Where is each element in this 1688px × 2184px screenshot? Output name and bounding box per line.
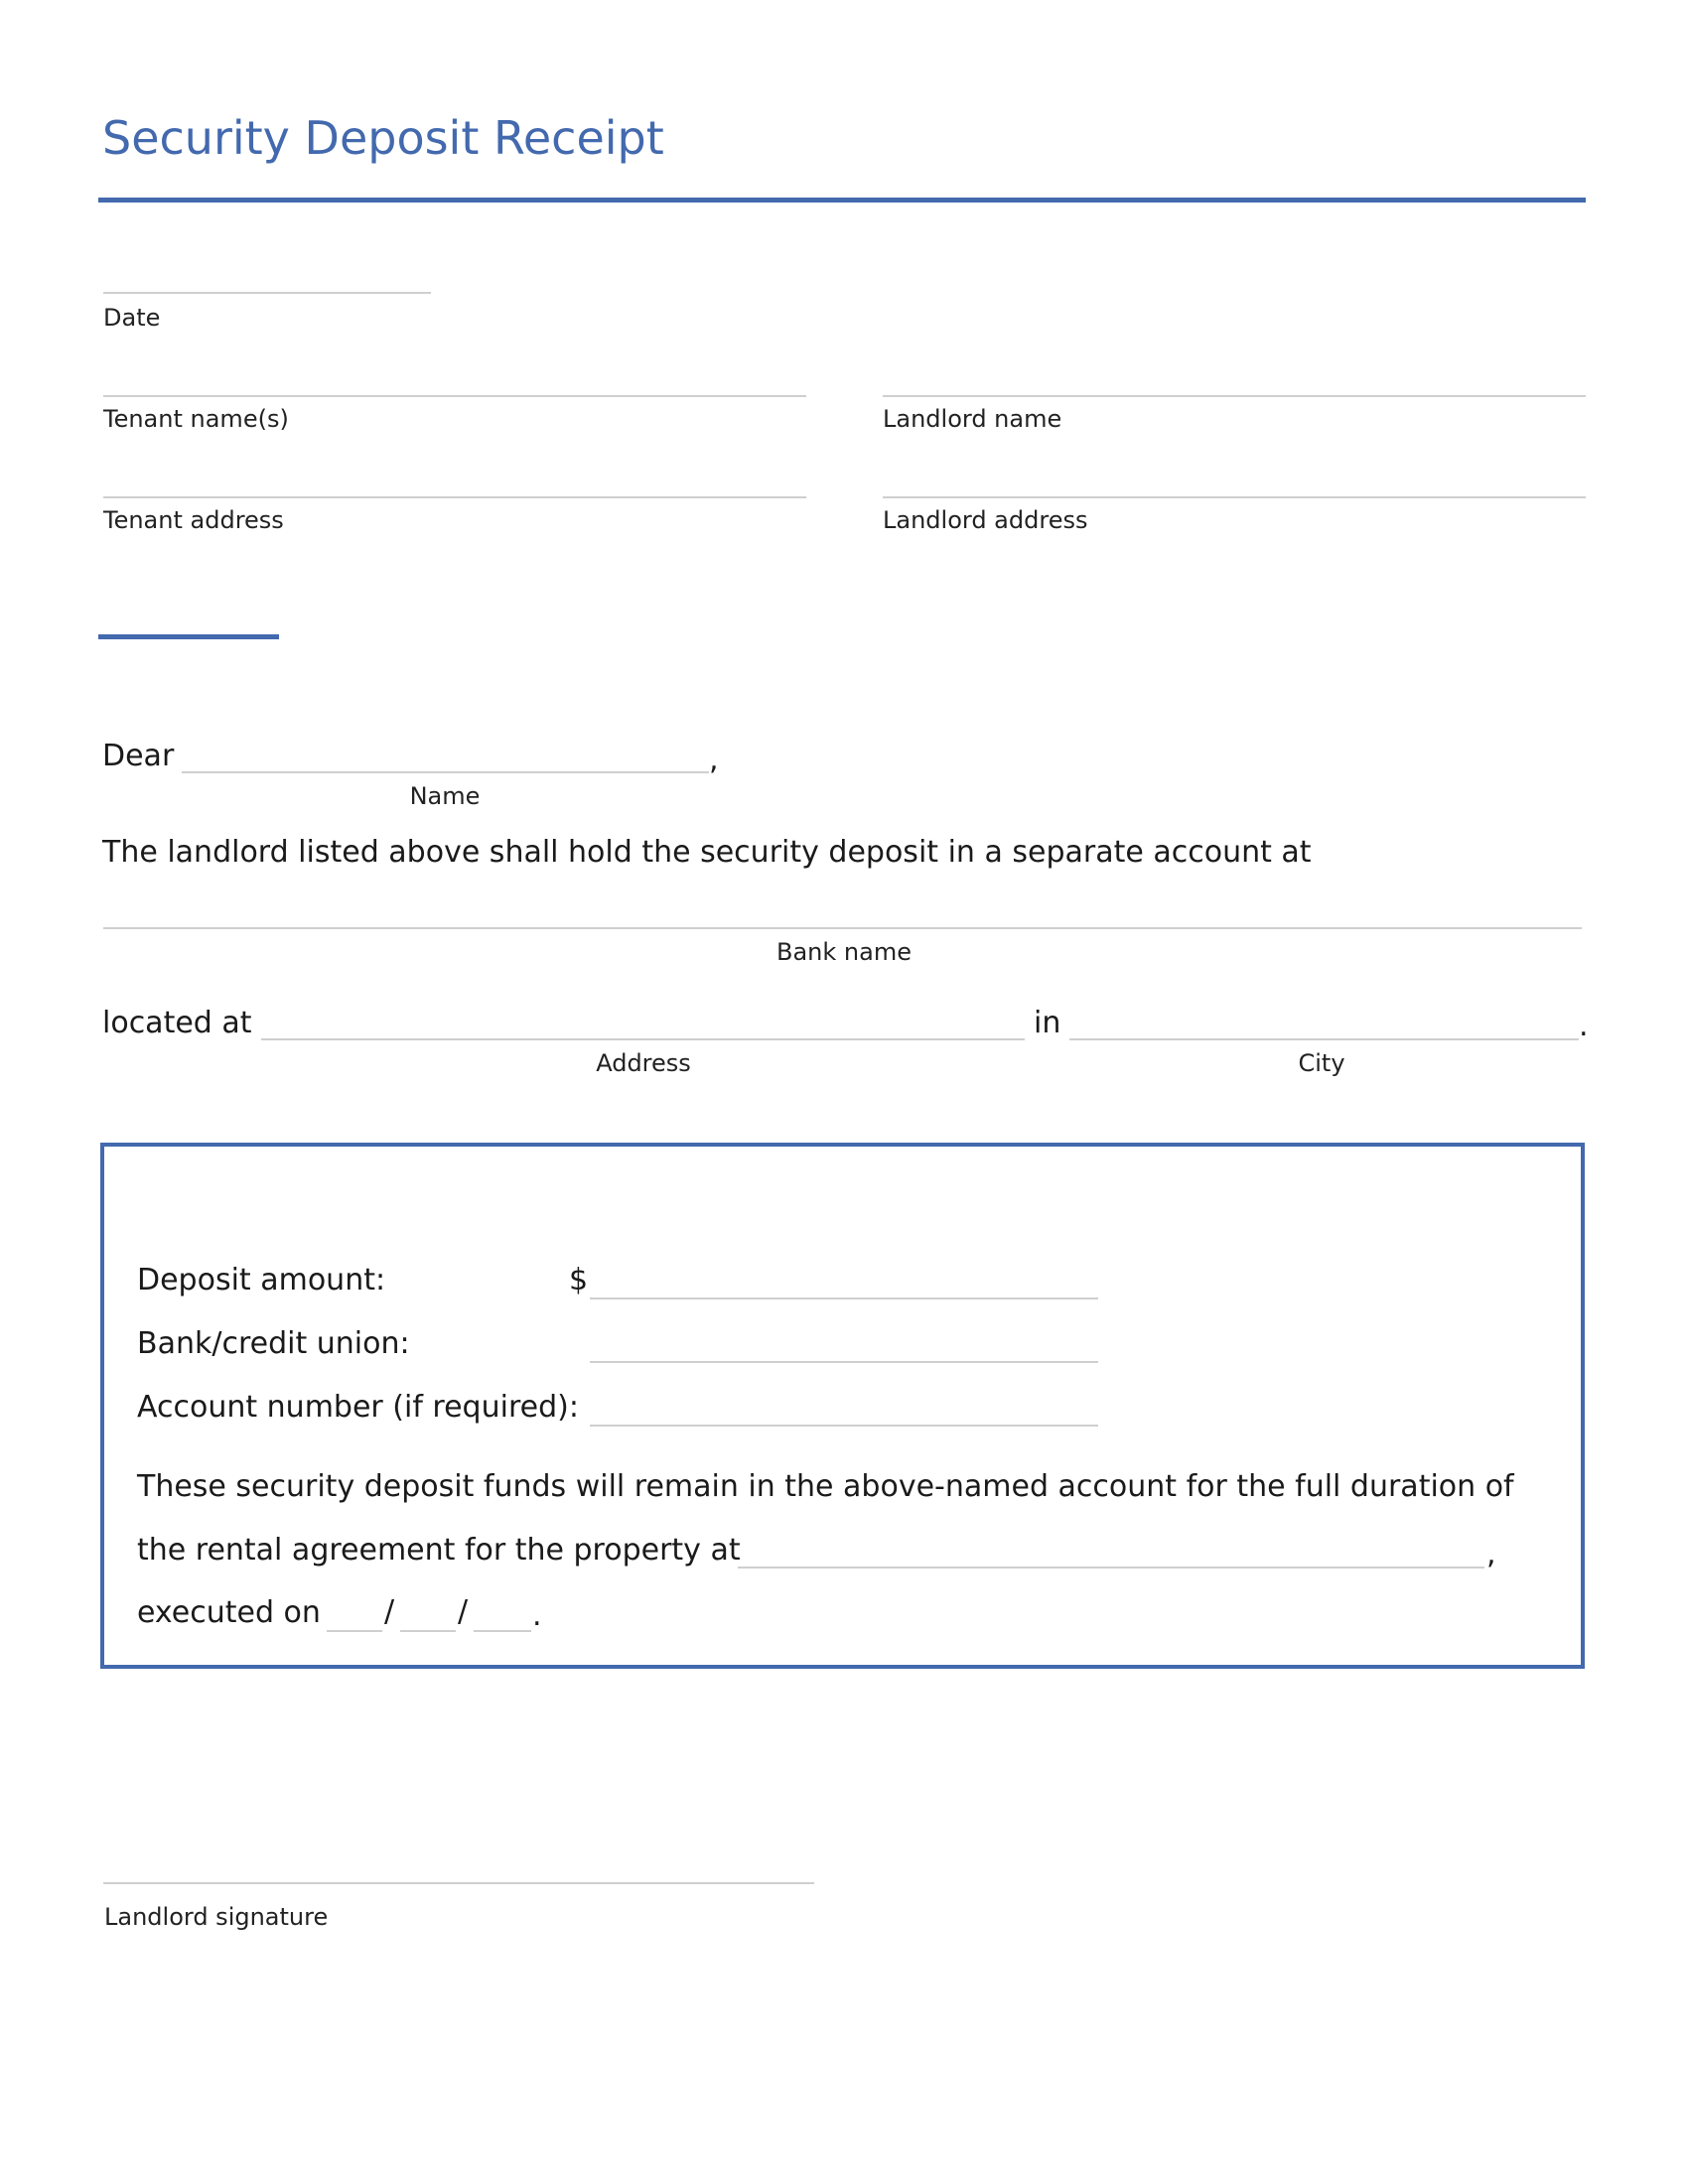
page-title: Security Deposit Receipt: [102, 111, 664, 165]
dollar-sign: $: [569, 1263, 589, 1297]
bank-credit-union-label: Bank/credit union:: [137, 1326, 410, 1361]
letter-paragraph: The landlord listed above shall hold the security deposit in a separate account at: [102, 835, 1312, 870]
date-label: Date: [103, 304, 161, 332]
date-slash-1: /: [384, 1594, 395, 1629]
account-number-field[interactable]: [590, 1425, 1098, 1427]
bank-city-field[interactable]: [1069, 1038, 1579, 1040]
located-at-text: located at: [102, 1006, 252, 1040]
tenant-address-label: Tenant address: [103, 506, 284, 534]
date-slash-2: /: [458, 1594, 469, 1629]
tenant-address-field[interactable]: [103, 496, 806, 498]
name-caption: Name: [409, 782, 481, 810]
section-divider: [98, 634, 279, 639]
deposit-amount-field[interactable]: [590, 1297, 1098, 1299]
bank-address-field[interactable]: [261, 1038, 1025, 1040]
title-rule: [98, 198, 1586, 203]
salutation-comma: ,: [709, 743, 719, 777]
bank-name-caption: Bank name: [776, 938, 912, 966]
statement-line-1: These security deposit funds will remain in the above-named account for the full duration of: [137, 1469, 1514, 1504]
tenant-name-label: Tenant name(s): [103, 405, 289, 433]
executed-day-field[interactable]: [400, 1630, 456, 1632]
bank-credit-union-field[interactable]: [590, 1361, 1098, 1363]
account-number-label: Account number (if required):: [137, 1390, 579, 1425]
property-address-field[interactable]: [738, 1567, 1484, 1569]
landlord-signature-field[interactable]: [103, 1882, 814, 1884]
tenant-name-field[interactable]: [103, 395, 806, 397]
property-comma: ,: [1486, 1537, 1496, 1571]
executed-year-field[interactable]: [474, 1630, 531, 1632]
statement-line-2: the rental agreement for the property at: [137, 1533, 741, 1568]
executed-month-field[interactable]: [327, 1630, 382, 1632]
landlord-name-field[interactable]: [883, 395, 1586, 397]
executed-on-text: executed on: [137, 1595, 321, 1630]
in-text: in: [1034, 1006, 1061, 1040]
landlord-address-label: Landlord address: [883, 506, 1088, 534]
city-caption: City: [1298, 1049, 1345, 1077]
landlord-address-field[interactable]: [883, 496, 1586, 498]
date-field[interactable]: [103, 292, 431, 294]
executed-period: .: [532, 1598, 542, 1633]
deposit-amount-label: Deposit amount:: [137, 1263, 386, 1297]
recipient-name-field[interactable]: [182, 771, 709, 773]
located-period: .: [1579, 1009, 1589, 1043]
salutation: Dear: [102, 739, 175, 773]
bank-name-field[interactable]: [103, 927, 1582, 929]
address-caption: Address: [596, 1049, 691, 1077]
landlord-name-label: Landlord name: [883, 405, 1062, 433]
landlord-signature-label: Landlord signature: [104, 1903, 329, 1931]
